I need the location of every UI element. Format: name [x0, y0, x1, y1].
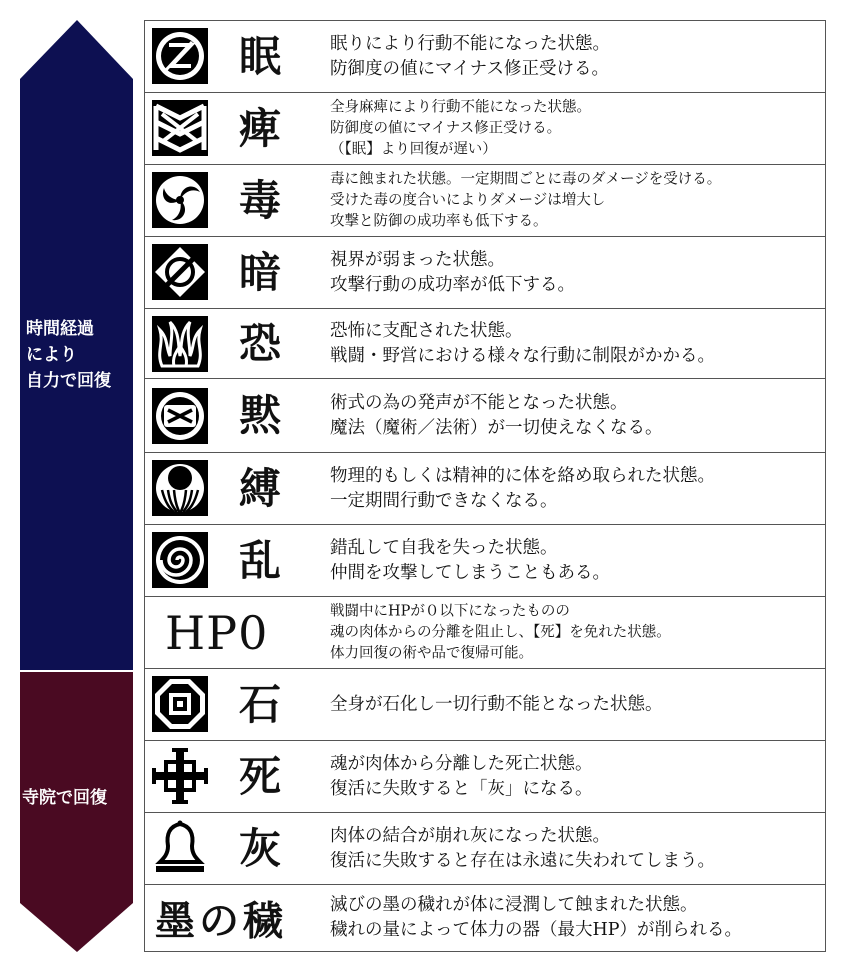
status-description: 錯乱して自我を失った状態。 仲間を攻撃してしまうこともある。 — [330, 537, 610, 583]
status-kanji: 死 — [238, 752, 281, 801]
death-cross-icon — [152, 748, 208, 804]
paralysis-lattice-icon — [152, 100, 208, 156]
status-description: 眠りにより行動不能になった状態。 防御度の値にマイナス修正受ける。 — [330, 33, 610, 79]
status-row-ink-defilement — [145, 885, 825, 951]
silence-mouth-icon — [152, 388, 208, 444]
fear-flame-icon — [152, 316, 208, 372]
status-row-silence — [145, 379, 825, 453]
status-row-sleep — [145, 21, 825, 93]
status-description: 魂が肉体から分離した死亡状態。 復活に失敗すると「灰」になる。 — [330, 753, 593, 799]
poison-swirl-icon — [152, 172, 208, 228]
category-temple-arrow — [20, 672, 133, 952]
status-row-death — [145, 741, 825, 813]
status-kanji: 恐 — [238, 319, 281, 368]
status-row-blind — [145, 237, 825, 309]
status-kanji: 毒 — [238, 176, 281, 225]
bind-rope-icon — [152, 460, 208, 516]
status-row-confusion — [145, 525, 825, 597]
blind-crossed-icon — [152, 244, 208, 300]
status-kanji: 痺 — [238, 104, 281, 153]
status-description: 全身が石化し一切行動不能となった状態。 — [330, 694, 663, 714]
status-description: 戦闘中にHPが０以下になったものの 魂の肉体からの分離を阻止し、【死】を免れた状態。 体力回復の術や品で復帰可能。 — [330, 603, 671, 661]
status-label-hp0: HP0 — [165, 605, 269, 660]
status-table — [144, 20, 826, 952]
status-kanji: 石 — [238, 680, 281, 729]
status-description: 視界が弱まった状態。 攻撃行動の成功率が低下する。 — [330, 249, 575, 295]
category-time-label: 時間経過 により 自力で回復 — [26, 319, 111, 391]
status-row-ash — [145, 813, 825, 885]
status-kanji: 灰 — [238, 824, 281, 873]
confusion-spiral-icon — [152, 532, 208, 588]
status-description: 物理的もしくは精神的に体を絡め取られた状態。 一定期間行動できなくなる。 — [330, 465, 715, 511]
category-arrows — [0, 0, 140, 970]
ash-bell-icon — [152, 820, 208, 876]
status-kanji: 暗 — [238, 248, 281, 297]
status-description: 毒に蝕まれた状態。一定期間ごとに毒のダメージを受ける。 受けた毒の度合いによりダメージは増大し 攻撃と防御の成功率も低下する。 — [330, 171, 722, 229]
status-kanji: 黙 — [238, 391, 281, 440]
status-row-bind — [145, 453, 825, 525]
status-description: 恐怖に支配された状態。 戦闘・野営における様々な行動に制限がかかる。 — [330, 320, 715, 366]
status-row-stone — [145, 669, 825, 741]
status-kanji: 縛 — [238, 464, 281, 513]
status-kanji: 乱 — [238, 536, 281, 585]
status-row-fear — [145, 309, 825, 379]
status-kanji: 眠 — [238, 32, 281, 81]
sleep-z-icon — [152, 28, 208, 84]
stone-octagon-icon — [152, 676, 208, 732]
status-row-hp0 — [145, 597, 825, 669]
status-description: 滅びの墨の穢れが体に浸潤して蝕まれた状態。 穢れの量によって体力の器（最大HP）が削られる。 — [330, 895, 743, 940]
status-row-poison — [145, 165, 825, 237]
status-description: 術式の為の発声が不能となった状態。 魔法（魔術／法術）が一切使えなくなる。 — [330, 392, 663, 438]
status-description: 肉体の結合が崩れ灰になった状態。 復活に失敗すると存在は永遠に失われてしまう。 — [330, 825, 715, 871]
status-row-paralysis — [145, 93, 825, 165]
status-label-ink-defilement: 墨の穢 — [155, 897, 287, 945]
category-temple-label: 寺院で回復 — [22, 788, 107, 808]
status-description: 全身麻痺により行動不能になった状態。 防御度の値にマイナス修正受ける。 （【眠】より回復が遅い） — [330, 99, 591, 157]
